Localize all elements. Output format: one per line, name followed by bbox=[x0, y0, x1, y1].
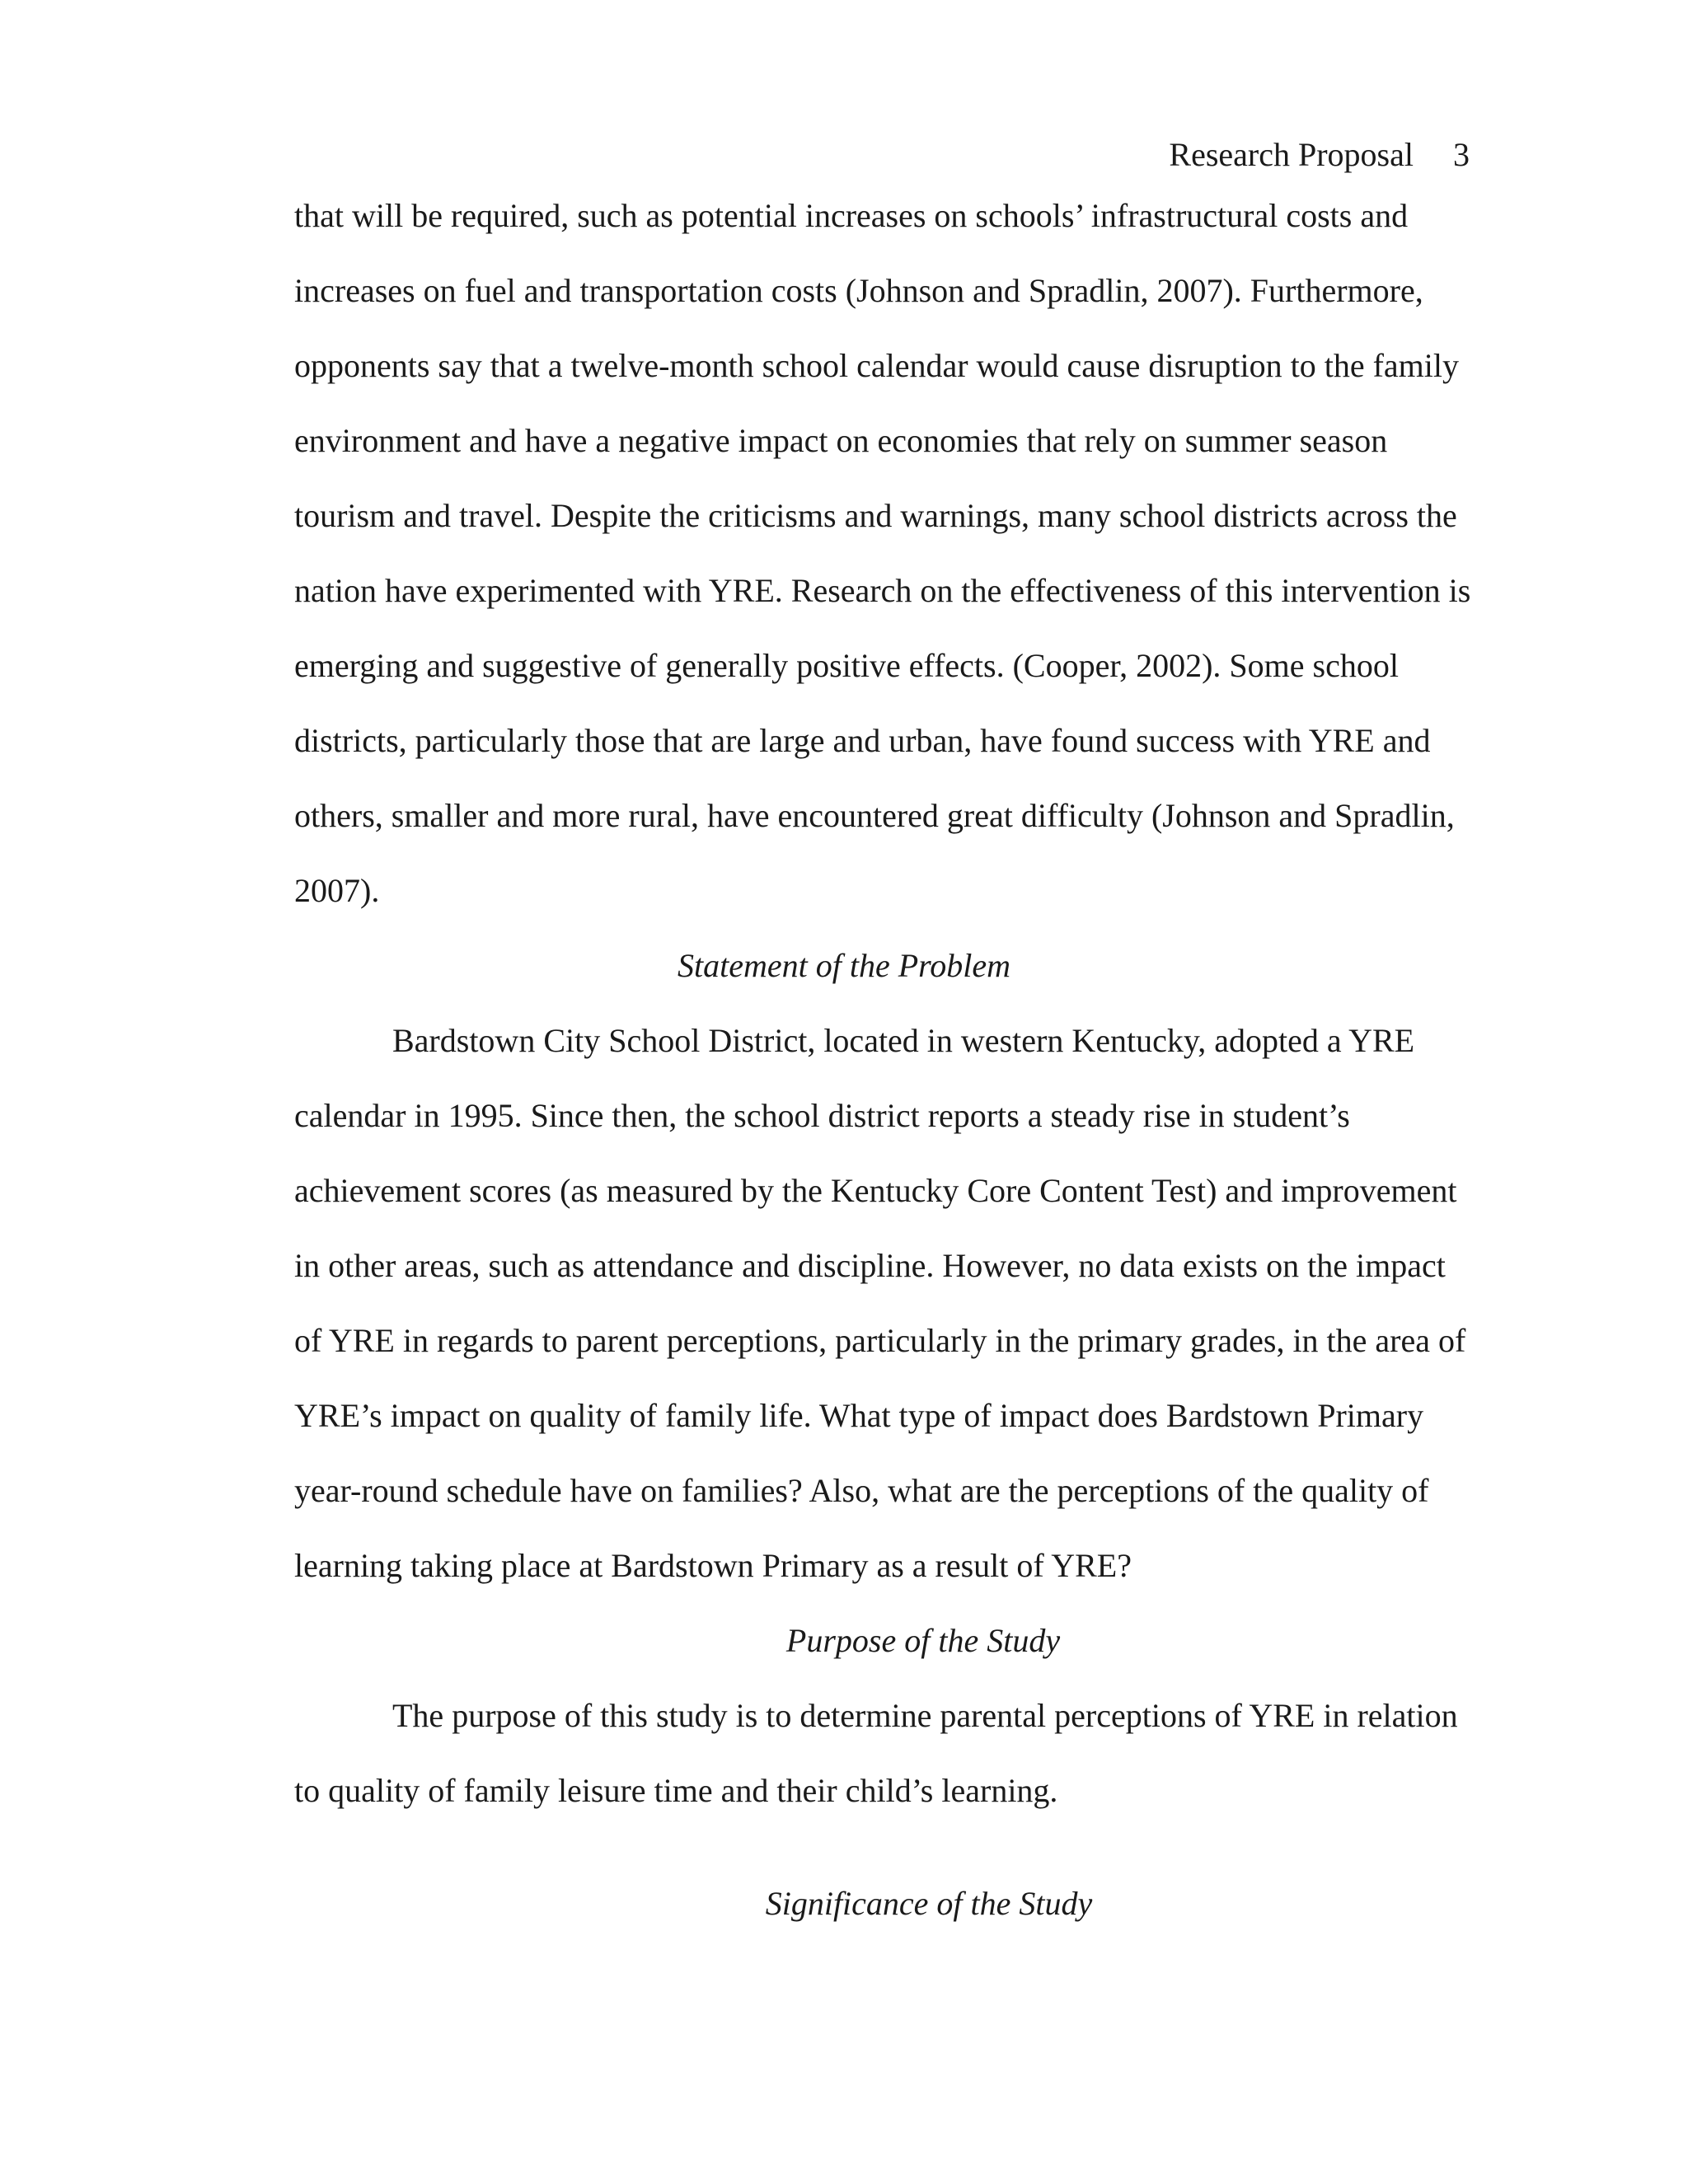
section-heading-purpose: Purpose of the Study bbox=[785, 1622, 1061, 1659]
body-line: 2007). bbox=[294, 872, 380, 909]
body-line: to quality of family leisure time and their child’s learning. bbox=[294, 1772, 1058, 1809]
body-line: learning taking place at Bardstown Primary as a result of YRE? bbox=[294, 1547, 1132, 1584]
body-line: The purpose of this study is to determine parental perceptions of YRE in relation bbox=[392, 1697, 1458, 1734]
body-line: environment and have a negative impact on economies that rely on summer season bbox=[294, 422, 1388, 459]
running-head bbox=[1169, 134, 1470, 176]
body-line: emerging and suggestive of generally positive effects. (Cooper, 2002). Some school bbox=[294, 647, 1399, 684]
body-line: achievement scores (as measured by the Kentucky Core Content Test) and improvement bbox=[294, 1172, 1457, 1209]
running-head-title: Research Proposal bbox=[1169, 136, 1414, 173]
body-line: of YRE in regards to parent perceptions, particularly in the primary grades, in the area of bbox=[294, 1322, 1466, 1359]
body-line: increases on fuel and transportation costs (Johnson and Spradlin, 2007). Furthermore, bbox=[294, 272, 1423, 309]
page-number: 3 bbox=[1453, 136, 1470, 173]
section-heading-problem: Statement of the Problem bbox=[678, 947, 1010, 984]
body-line: YRE’s impact on quality of family life. What type of impact does Bardstown Primary bbox=[294, 1397, 1424, 1434]
section-heading-significance: Significance of the Study bbox=[765, 1885, 1093, 1922]
body-line: opponents say that a twelve-month school calendar would cause disruption to the family bbox=[294, 347, 1459, 384]
body-line: nation have experimented with YRE. Research on the effectiveness of this intervention is bbox=[294, 572, 1471, 609]
body-line: Bardstown City School District, located in western Kentucky, adopted a YRE bbox=[392, 1022, 1415, 1059]
body-line: that will be required, such as potential increases on schools’ infrastructural costs and bbox=[294, 197, 1409, 234]
body-line: calendar in 1995. Since then, the school district reports a steady rise in student’s bbox=[294, 1097, 1350, 1134]
body-line: in other areas, such as attendance and discipline. However, no data exists on the impact bbox=[294, 1247, 1446, 1284]
body-line: others, smaller and more rural, have encountered great difficulty (Johnson and Spradlin, bbox=[294, 797, 1455, 834]
body-line: tourism and travel. Despite the criticisms and warnings, many school districts across the bbox=[294, 497, 1457, 534]
body-line: year-round schedule have on families? Also, what are the perceptions of the quality of bbox=[294, 1472, 1429, 1509]
body-line: districts, particularly those that are large and urban, have found success with YRE and bbox=[294, 722, 1431, 759]
